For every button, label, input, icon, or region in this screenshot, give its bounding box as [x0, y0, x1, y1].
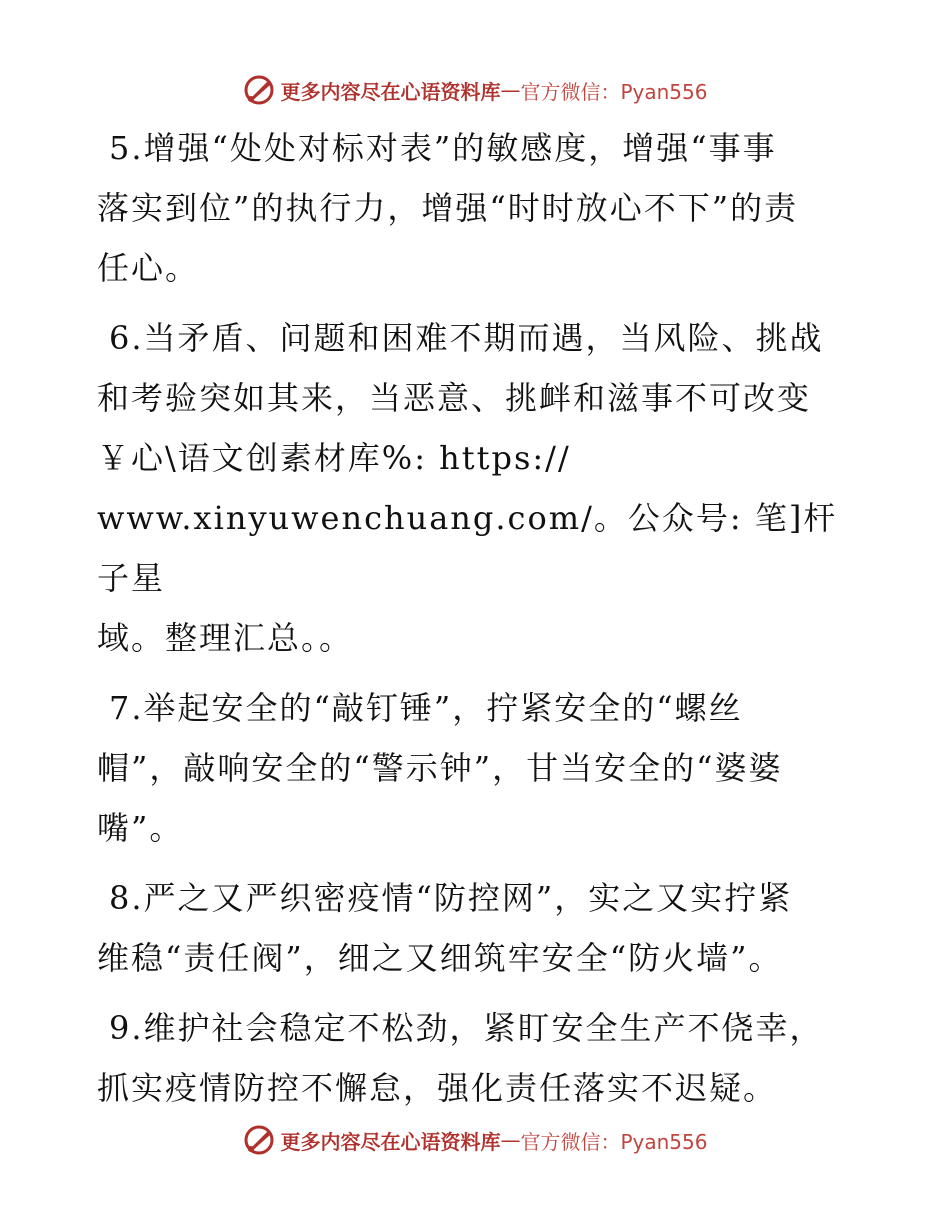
paragraph-9: [97, 998, 867, 1118]
paragraph-line: 和考验突如其来，当恶意、挑衅和滋事不可改变: [97, 379, 812, 417]
paragraph-line: 帽”，敲响安全的“警示钟”，甘当安全的“婆婆: [97, 749, 783, 787]
paragraph-line: 9.维护社会稳定不松劲，紧盯安全生产不侥幸，: [109, 1009, 824, 1047]
paragraph-line: 8.严之又严织密疫情“防控网”，实之又实拧紧: [109, 879, 793, 917]
paragraph-line: 5.增强“处处对标对表”的敏感度，增强“事事: [109, 129, 777, 167]
paragraph-line: 任心。: [97, 249, 200, 287]
banner-wechat-text: 官方微信：Pyan556: [520, 1129, 708, 1154]
paragraph-line: 落实到位”的执行力，增强“时时放心不下”的责: [97, 189, 799, 227]
header-banner: [0, 70, 950, 110]
paragraph-line: www.xinyuwenchuang.com/。公众号: 笔]杆子星: [97, 499, 838, 597]
paragraph-line: 6.当矛盾、问题和困难不期而遇，当风险、挑战: [109, 319, 824, 357]
paragraph-line: 7.举起安全的“敲钉锤”，拧紧安全的“螺丝: [109, 689, 743, 727]
paragraph-line: 嘴”。: [97, 809, 184, 847]
paragraph-5: [97, 118, 867, 298]
paragraph-8: [97, 868, 867, 988]
paragraph-7: [97, 678, 867, 858]
quill-logo-icon: [242, 1123, 276, 1157]
paragraph-line: 维稳“责任阀”，细之又细筑牢安全“防火墙”。: [97, 939, 783, 977]
banner-main-text: 更多内容尽在心语资料库: [280, 79, 501, 104]
paragraph-6: [97, 308, 867, 668]
paragraph-line: 域。整理汇总。。: [97, 619, 354, 657]
banner-separator: —: [500, 1128, 521, 1152]
paragraph-line: 抓实疫情防控不懈怠，强化责任落实不迟疑。: [97, 1069, 778, 1107]
paragraph-line: ￥心\语文创素材库%: https://: [97, 439, 571, 477]
banner-wechat-text: 官方微信：Pyan556: [520, 79, 708, 104]
footer-banner: [0, 1120, 950, 1160]
document-body: [97, 118, 867, 1128]
banner-main-text: 更多内容尽在心语资料库: [280, 1129, 501, 1154]
banner-separator: —: [500, 78, 521, 102]
quill-logo-icon: [242, 73, 276, 107]
